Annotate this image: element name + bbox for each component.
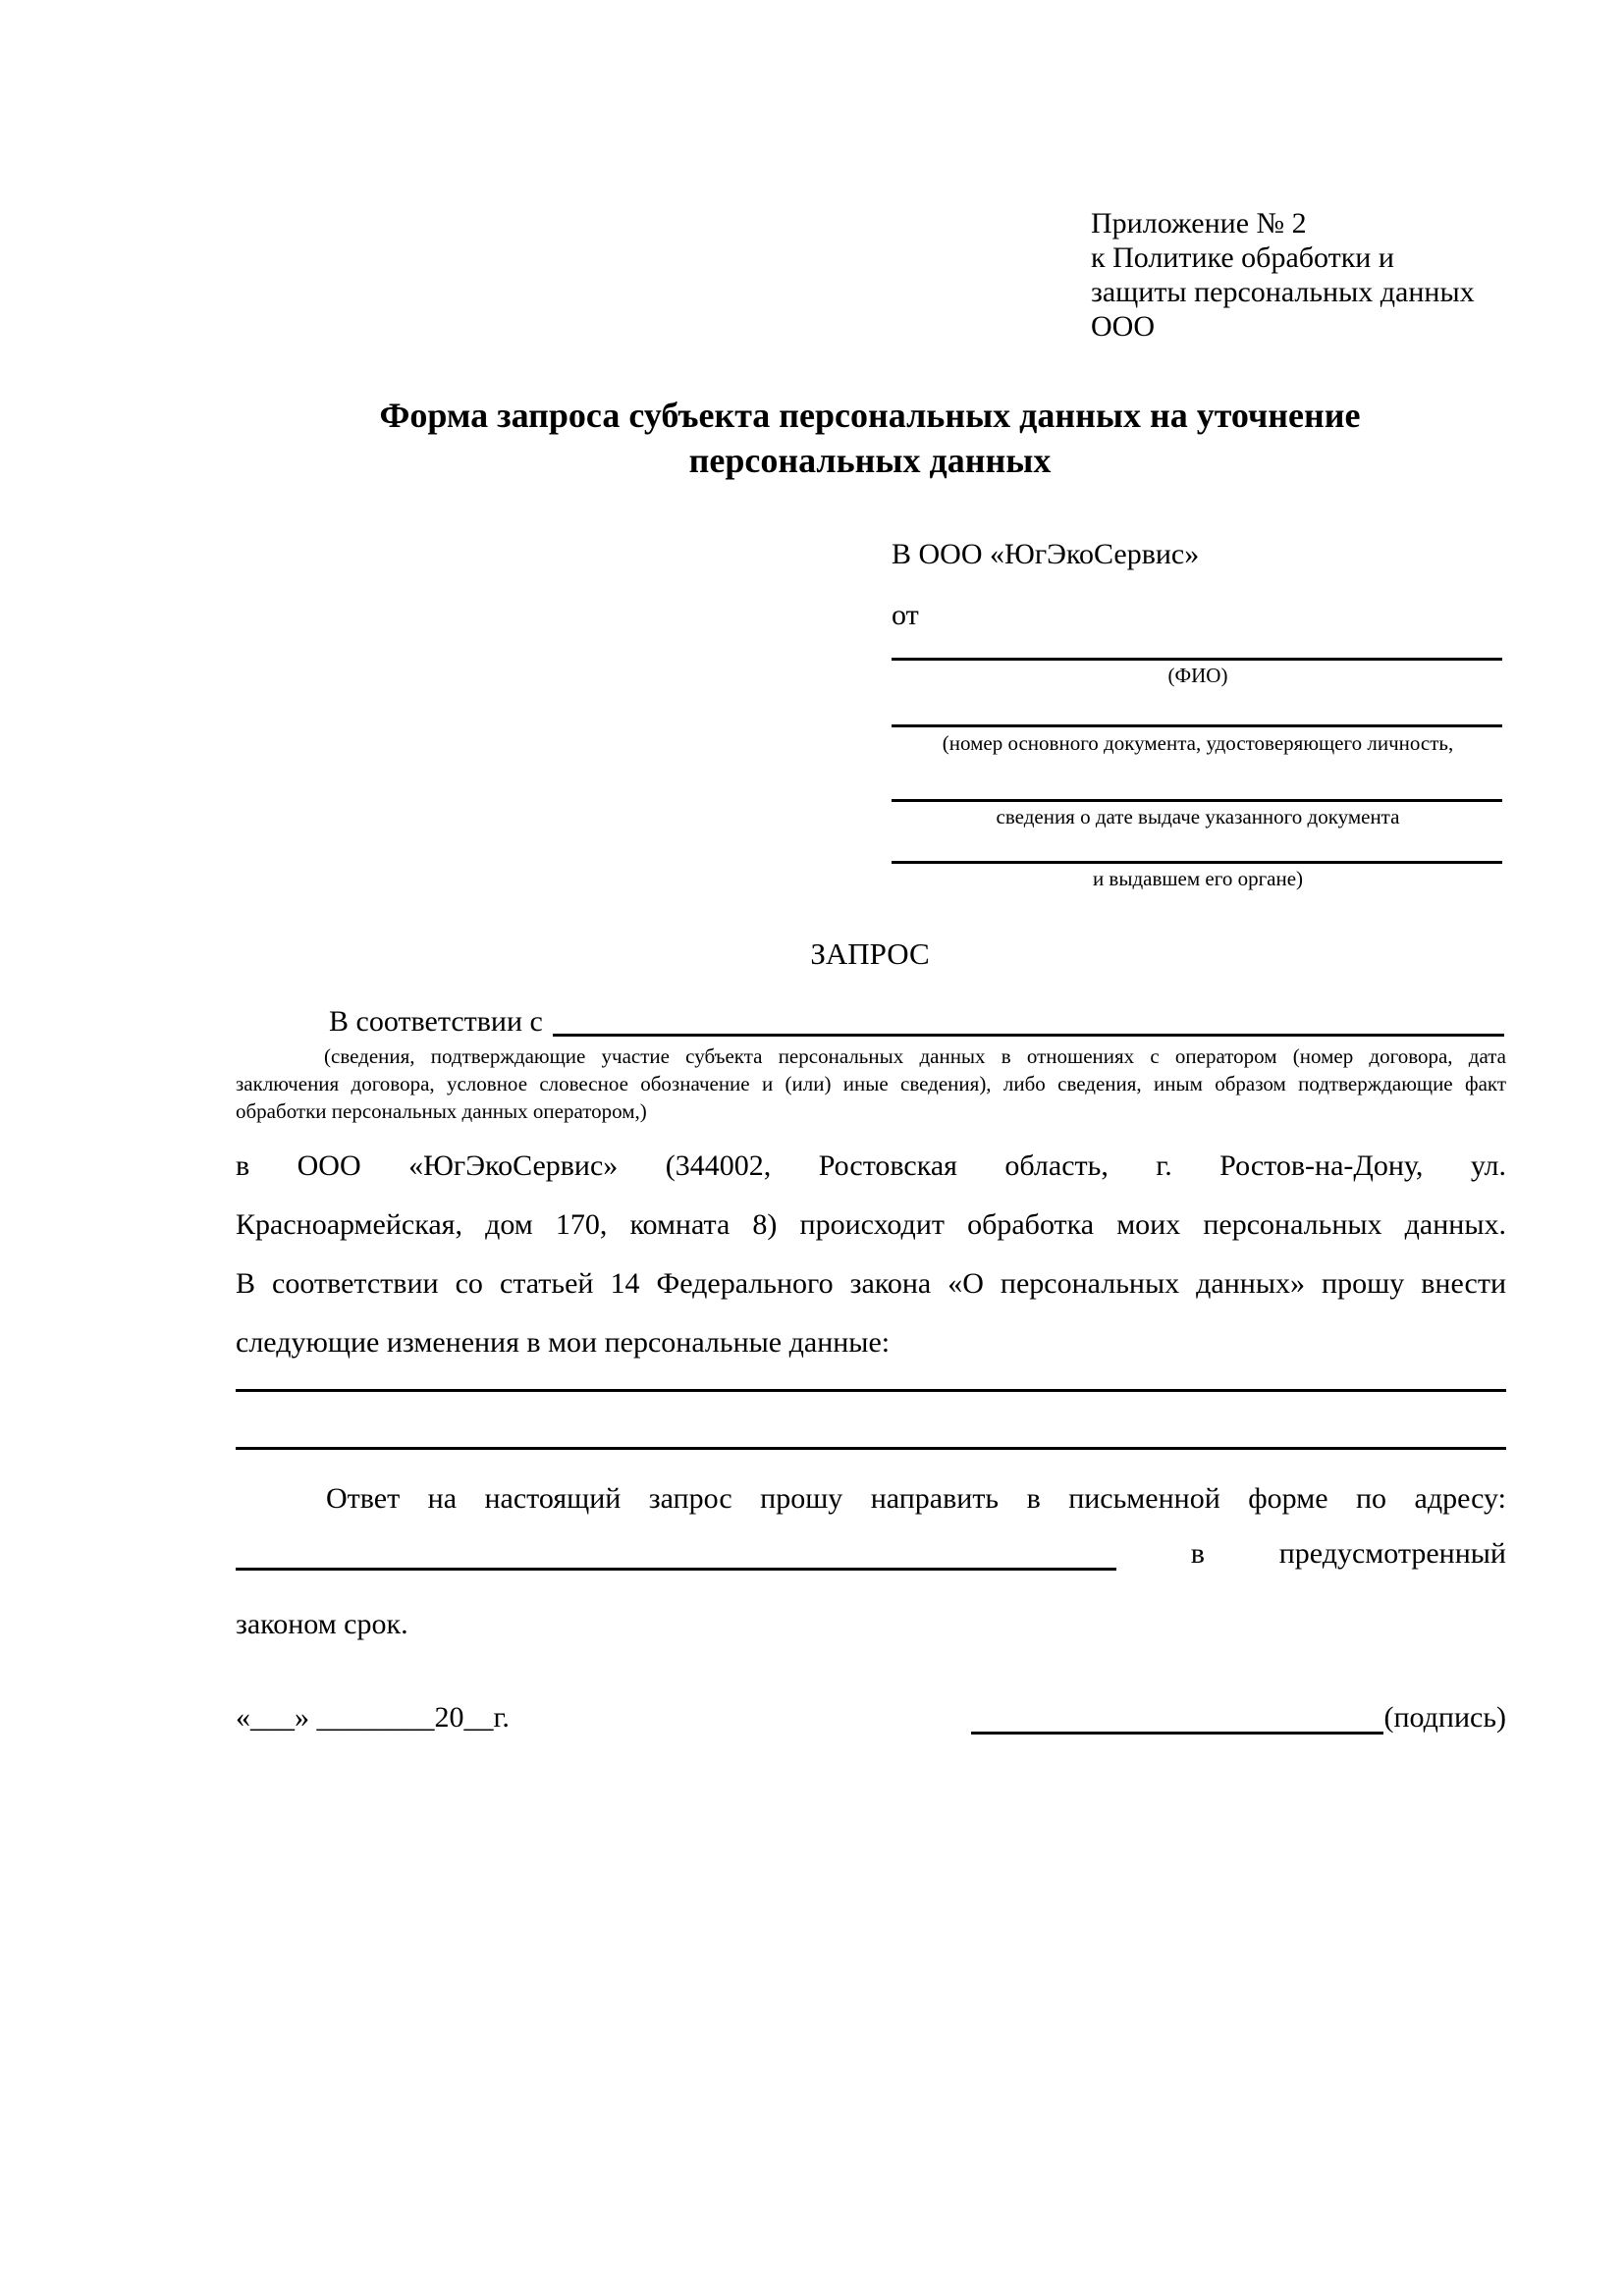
appendix-line: ООО — [1091, 310, 1155, 343]
changes-blank-line-2 — [236, 1447, 1506, 1450]
appendix-line: к Политике обработки и — [1091, 241, 1394, 274]
signature-caption: (подпись) — [1383, 1701, 1506, 1734]
intro-caption-line: обработки персональных данных оператором,) — [236, 1099, 647, 1123]
issuer-blank-line — [892, 861, 1502, 864]
address-blank-line — [236, 1532, 1116, 1571]
basis-blank-line — [553, 1034, 1504, 1037]
issue-date-blank-line — [892, 799, 1502, 802]
body-line: В соответствии со статьей 14 Федерального закона «О персональных данных» прошу внести — [236, 1267, 1506, 1300]
form-title-line: Форма запроса субъекта персональных данных на уточнение — [379, 396, 1361, 435]
appendix-note — [1091, 206, 1527, 344]
date-blank: «___» ________20__г. — [236, 1701, 510, 1734]
body-line: Красноармейская, дом 170, комната 8) происходит обработка моих персональных данных. — [236, 1208, 1506, 1241]
footer-row — [236, 1698, 1506, 1735]
intro-caption — [236, 1042, 1506, 1125]
reply-line-3: законом срок. — [236, 1608, 408, 1640]
changes-blank-line-1 — [236, 1389, 1506, 1392]
doc-number-caption: (номер основного документа, удостоверяющего личность, — [942, 731, 1454, 755]
reply-line-1: Ответ на настоящий запрос прошу направить в письменной форме по адресу: — [326, 1482, 1506, 1515]
intro-caption-line: (сведения, подтверждающие участие субъекта персональных данных в отношениях с оператором (номер договора, дата — [324, 1044, 1506, 1068]
fio-caption: (ФИО) — [1167, 664, 1228, 687]
reply-word: предусмотренный — [1278, 1537, 1506, 1570]
request-heading: ЗАПРОС — [810, 936, 930, 971]
body-line: в ООО «ЮгЭкоСервис» (344002, Ростовская область, г. Ростов-на-Дону, ул. — [236, 1149, 1506, 1182]
signature-group — [971, 1698, 1506, 1735]
doc-number-blank-line — [892, 724, 1502, 727]
from-label: от — [892, 599, 919, 631]
signature-blank-line — [971, 1698, 1383, 1735]
fio-blank-line — [892, 658, 1502, 661]
reply-word: в — [1190, 1537, 1205, 1570]
recipient-line: В ООО «ЮгЭкоСервис» — [892, 538, 1200, 570]
appendix-line: Приложение № 2 — [1091, 207, 1307, 240]
issuer-caption: и выдавшем его органе) — [1092, 867, 1304, 890]
intro-row — [236, 1003, 1504, 1041]
intro-prefix: В соответствии с — [329, 1005, 543, 1038]
form-title-line: персональных данных — [688, 441, 1052, 480]
appendix-line: защиты персональных данных — [1091, 276, 1475, 308]
body-paragraph — [236, 1137, 1506, 1372]
reply-line-2 — [236, 1527, 1506, 1571]
form-title — [236, 393, 1504, 483]
issue-date-caption: сведения о дате выдаче указанного документа — [996, 805, 1400, 828]
body-line: следующие изменения в мои персональные данные: — [236, 1326, 891, 1359]
intro-caption-line: заключения договора, условное словесное обозначение и (или) иные сведения), либо сведения, иным образом подтверждающие факт — [236, 1072, 1506, 1095]
